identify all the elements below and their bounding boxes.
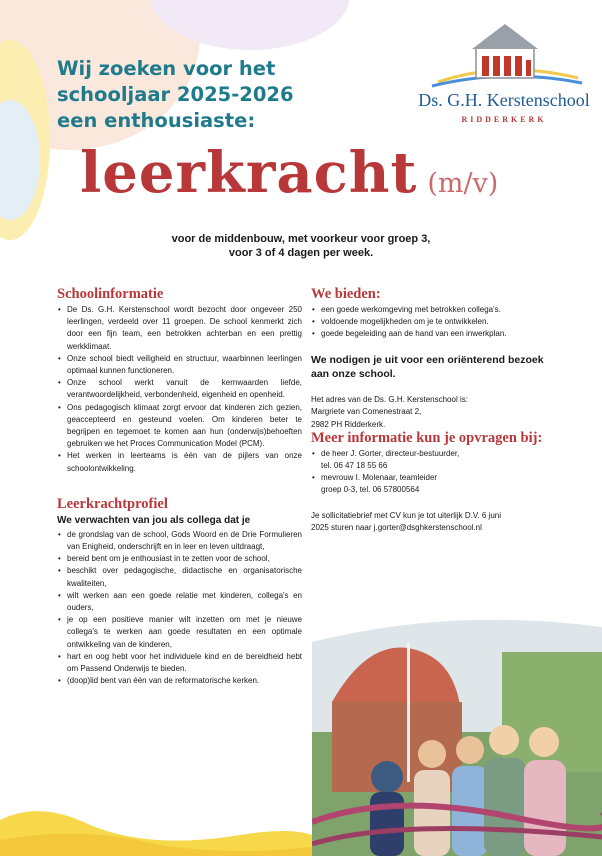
profile-list	[57, 529, 302, 688]
address-line-3: 2982 PH Ridderkerk.	[311, 419, 386, 429]
school-building-icon	[418, 20, 590, 92]
profile-heading: Leerkrachtprofiel	[57, 495, 168, 512]
application-note	[311, 510, 547, 534]
contact-list	[311, 448, 547, 496]
profile-lead: We verwachten van jou als collega dat je	[57, 514, 251, 526]
list-item: • (doop)lid bent van één van de reformatorische kerken.	[57, 675, 302, 687]
intro-heading	[57, 56, 357, 134]
right-column	[311, 287, 547, 534]
application-line-1: Je sollicitatiebrief met CV kun je tot uiterlijk D.V. 6 juni	[311, 511, 502, 521]
list-item: • bereid bent om je enthousiast in te zetten voor de school,	[57, 553, 302, 565]
list-item: • een goede werkomgeving met betrokken collega's.	[311, 304, 547, 316]
decor-bottom-wave	[0, 795, 602, 856]
offer-heading: We bieden:	[311, 286, 381, 302]
intro-line-1: Wij zoeken voor het	[57, 57, 276, 80]
job-subtitle	[60, 232, 542, 260]
list-item: • goede begeleiding aan de hand van een inwerkplan.	[311, 328, 547, 340]
list-item: • Onze school werkt vanuit de kernwaarden liefde, verantwoordelijkheid, verbondenheid, eigenheid en openheid.	[57, 377, 302, 401]
contact-2-phone[interactable]: groep 0-3, tel. 06 57800564	[321, 485, 420, 495]
list-item: • beschikt over pedagogische, didactische en organisatorische kwaliteiten,	[57, 565, 302, 589]
left-column	[57, 287, 302, 687]
job-subtitle-line-2: voor 3 of 4 dagen per week.	[228, 247, 374, 259]
visit-invitation: We nodigen je uit voor een oriënterend bezoek aan onze school.	[311, 353, 544, 380]
list-item: • wilt werken aan een goede relatie met kinderen, collega's en ouders,	[57, 590, 302, 614]
school-place: RIDDERKERK	[461, 115, 547, 124]
list-item: • Ons pedagogisch klimaat zorgt ervoor dat kinderen zich gezien, geaccepteerd en gesteund voelen. Om kinderen beter te begrijpen en tegemoet te komen aan hun (onderwijs)behoeften gebruiken we het Proces Communication Model (PCM).	[57, 402, 302, 451]
application-line-2[interactable]: 2025 sturen naar j.gorter@dsghkerstenschool.nl	[311, 523, 482, 533]
moreinfo-heading: Meer informatie kun je opvragen bij:	[311, 430, 543, 447]
job-title	[80, 140, 498, 206]
job-subtitle-line-1: voor de middenbouw, met voorkeur voor groep 3,	[171, 233, 431, 245]
list-item: • hart en oog hebt voor het individuele kind en de bereidheid hebt om Passend Onderwijs te bieden.	[57, 651, 302, 675]
schoolinfo-heading: Schoolinformatie	[57, 286, 164, 302]
job-title-main: leerkracht	[80, 140, 418, 206]
list-item: • de grondslag van de school, Gods Woord en de Drie Formulieren van Enigheid, onderschrijft en in leer en leven uitdraagt,	[57, 529, 302, 553]
contact-2-name: • mevrouw I. Molenaar, teamleider	[311, 472, 547, 484]
list-item: • Onze school biedt veiligheid en structuur, waarbinnen leerlingen optimaal kunnen functioneren.	[57, 353, 302, 377]
contact-1-phone[interactable]: tel. 06 47 18 55 66	[321, 461, 388, 471]
intro-line-3: een enthousiaste:	[57, 109, 256, 132]
offer-list	[311, 304, 547, 341]
contact-1-name: • de heer J. Gorter, directeur-bestuurder,	[311, 448, 547, 460]
list-item: • De Ds. G.H. Kerstenschool wordt bezocht door ongeveer 250 leerlingen, verdeeld over 11 groepen. De school kenmerkt zich door een fijn team, een betrokken achterban en een prettig werkklimaat.	[57, 304, 302, 353]
school-address	[311, 394, 547, 432]
intro-line-2: schooljaar 2025-2026	[57, 83, 294, 106]
school-logo	[418, 20, 590, 140]
job-title-suffix: (m/v)	[427, 168, 499, 199]
list-item: • voldoende mogelijkheden om je te ontwikkelen.	[311, 316, 547, 328]
school-name: Ds. G.H. Kerstenschool	[418, 90, 590, 110]
schoolinfo-list	[57, 304, 302, 475]
address-line-2: Margriete van Comenestraat 2,	[311, 407, 422, 417]
address-line-1: Het adres van de Ds. G.H. Kerstenschool is:	[311, 394, 468, 404]
list-item: • je op een positieve manier wilt inzetten om met je nieuwe collega's te werken aan goede resultaten en een optimale ontwikkeling van de kinderen,	[57, 614, 302, 651]
list-item: • Het werken in leerteams is één van de pijlers van onze schoolontwikkeling.	[57, 450, 302, 474]
